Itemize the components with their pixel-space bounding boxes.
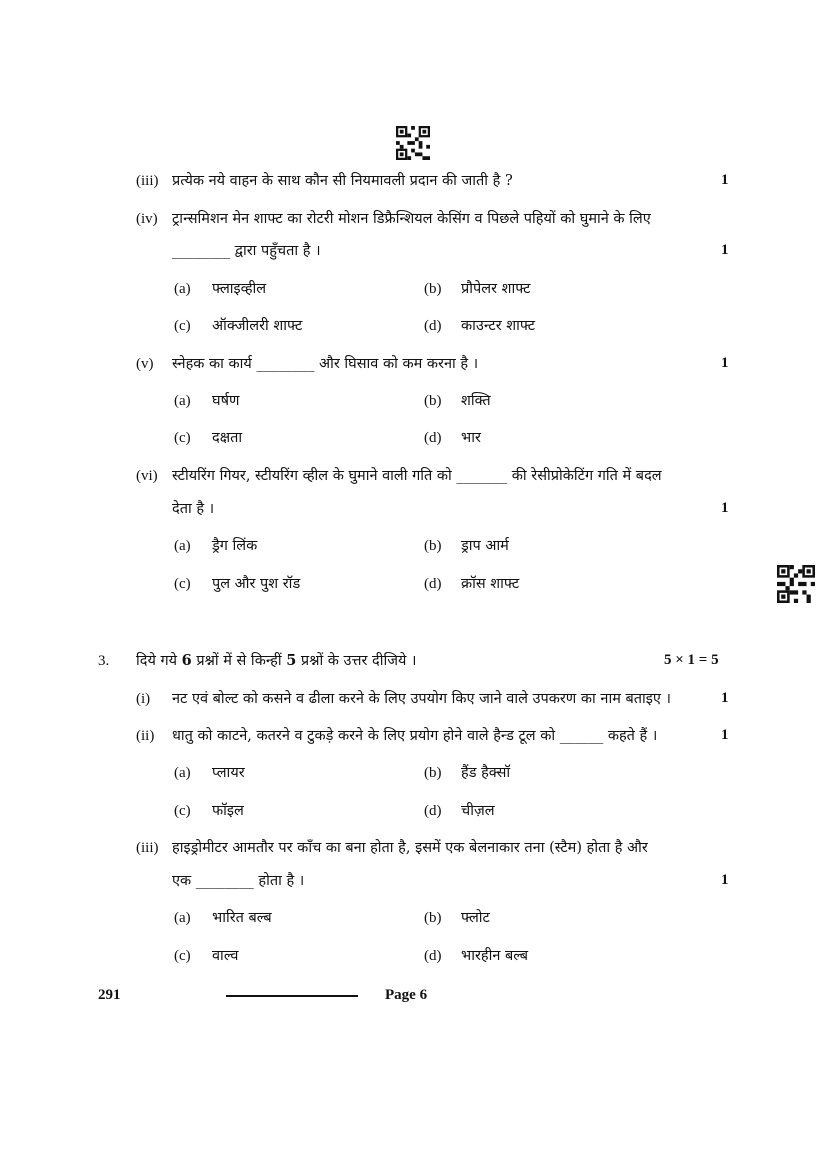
option-label: (b)	[424, 281, 442, 297]
marks: 1	[721, 727, 729, 743]
option-text: पुल और पुश रॉड	[212, 576, 301, 592]
paper-code: 291	[98, 987, 121, 1003]
question-number: (ii)	[136, 728, 155, 744]
marks: 1	[721, 690, 729, 706]
option-text: काउन्टर शाफ्ट	[461, 318, 536, 334]
option-text: वाल्व	[212, 948, 239, 964]
marks: 1	[721, 172, 729, 188]
option-text: भारित बल्ब	[212, 910, 272, 926]
option-label: (c)	[174, 318, 191, 334]
marks: 1	[721, 500, 729, 516]
section-instruction: दिये गये 6 प्रश्नों में से किन्हीं 5 प्रश्नों के उत्तर दीजिये ।	[136, 652, 417, 669]
marks: 1	[721, 355, 729, 371]
question-text: धातु को काटने, कतरने व टुकड़े करने के लिए प्रयोग होने वाले हैन्ड टूल को ______ कहते हैं ।	[172, 728, 658, 744]
qr-code-top	[395, 126, 431, 160]
option-text: दक्षता	[212, 430, 243, 446]
question-text-continued: ________ द्वारा पहुँचता है ।	[172, 243, 321, 259]
option-label: (b)	[424, 393, 442, 409]
question-text-continued: एक ________ होता है ।	[172, 873, 305, 889]
option-text: प्रौपेलर शाफ्ट	[461, 281, 531, 297]
option-label: (b)	[424, 538, 442, 554]
option-label: (d)	[424, 576, 442, 592]
option-text: फ्लाइव्हील	[212, 281, 267, 297]
question-number: (iii)	[136, 173, 159, 189]
option-text: घर्षण	[212, 393, 240, 409]
question-text: नट एवं बोल्ट को कसने व ढीला करने के लिए उपयोग किए जाने वाले उपकरण का नाम बताइए ।	[172, 691, 672, 707]
option-text: क्रॉस शाफ्ट	[461, 576, 520, 592]
option-text: ऑक्जीलरी शाफ्ट	[212, 318, 303, 334]
option-text: फ्लोट	[461, 910, 490, 926]
option-text: प्लायर	[212, 765, 245, 781]
question-text: स्टीयरिंग गियर, स्टीयरिंग व्हील के घुमाने वाली गति को _______ की रेसीप्रोकेटिंग गति में बदल	[172, 468, 662, 484]
question-number: (iii)	[136, 840, 159, 856]
option-label: (d)	[424, 948, 442, 964]
option-text: फॉइल	[212, 803, 244, 819]
option-text: भारहीन बल्ब	[461, 948, 529, 964]
option-label: (d)	[424, 803, 442, 819]
page-number: Page 6	[385, 987, 428, 1003]
option-text: ड्रैग लिंक	[212, 538, 258, 554]
option-text: शक्ति	[461, 393, 491, 409]
question-number: (iv)	[136, 211, 158, 227]
option-label: (b)	[424, 765, 442, 781]
option-label: (c)	[174, 430, 191, 446]
option-label: (a)	[174, 281, 191, 297]
question-text: ट्रान्समिशन मेन शाफ्ट का रोटरी मोशन डिफ्रैन्शियल केसिंग व पिछले पहियों को घुमाने के लिए	[172, 211, 651, 227]
question-text: प्रत्येक नये वाहन के साथ कौन सी नियमावली प्रदान की जाती है ?	[172, 173, 513, 189]
question-text: स्नेहक का कार्य ________ और घिसाव को कम करना है ।	[172, 356, 479, 372]
question-number: (i)	[136, 691, 151, 707]
option-label: (d)	[424, 430, 442, 446]
option-text: ड्राप आर्म	[461, 538, 509, 554]
option-text: भार	[461, 430, 481, 446]
option-label: (c)	[174, 576, 191, 592]
section-marks: 5 × 1 = 5	[664, 652, 719, 668]
option-label: (a)	[174, 765, 191, 781]
question-number: (v)	[136, 356, 154, 372]
section-number: 3.	[98, 653, 110, 669]
question-text-continued: देता है ।	[172, 501, 215, 517]
option-label: (d)	[424, 318, 442, 334]
qr-code-side	[777, 565, 815, 603]
footer-divider	[226, 995, 358, 997]
option-text: चीज़ल	[461, 803, 495, 819]
question-text: हाइड्रोमीटर आमतौर पर काँच का बना होता है, इसमें एक बेलनाकार तना (स्टैम) होता है और	[172, 840, 648, 856]
option-text: हैंड हैक्सॉ	[461, 765, 511, 781]
option-label: (a)	[174, 393, 191, 409]
option-label: (c)	[174, 803, 191, 819]
option-label: (a)	[174, 538, 191, 554]
option-label: (b)	[424, 910, 442, 926]
option-label: (c)	[174, 948, 191, 964]
option-label: (a)	[174, 910, 191, 926]
question-number: (vi)	[136, 468, 158, 484]
marks: 1	[721, 872, 729, 888]
marks: 1	[721, 242, 729, 258]
